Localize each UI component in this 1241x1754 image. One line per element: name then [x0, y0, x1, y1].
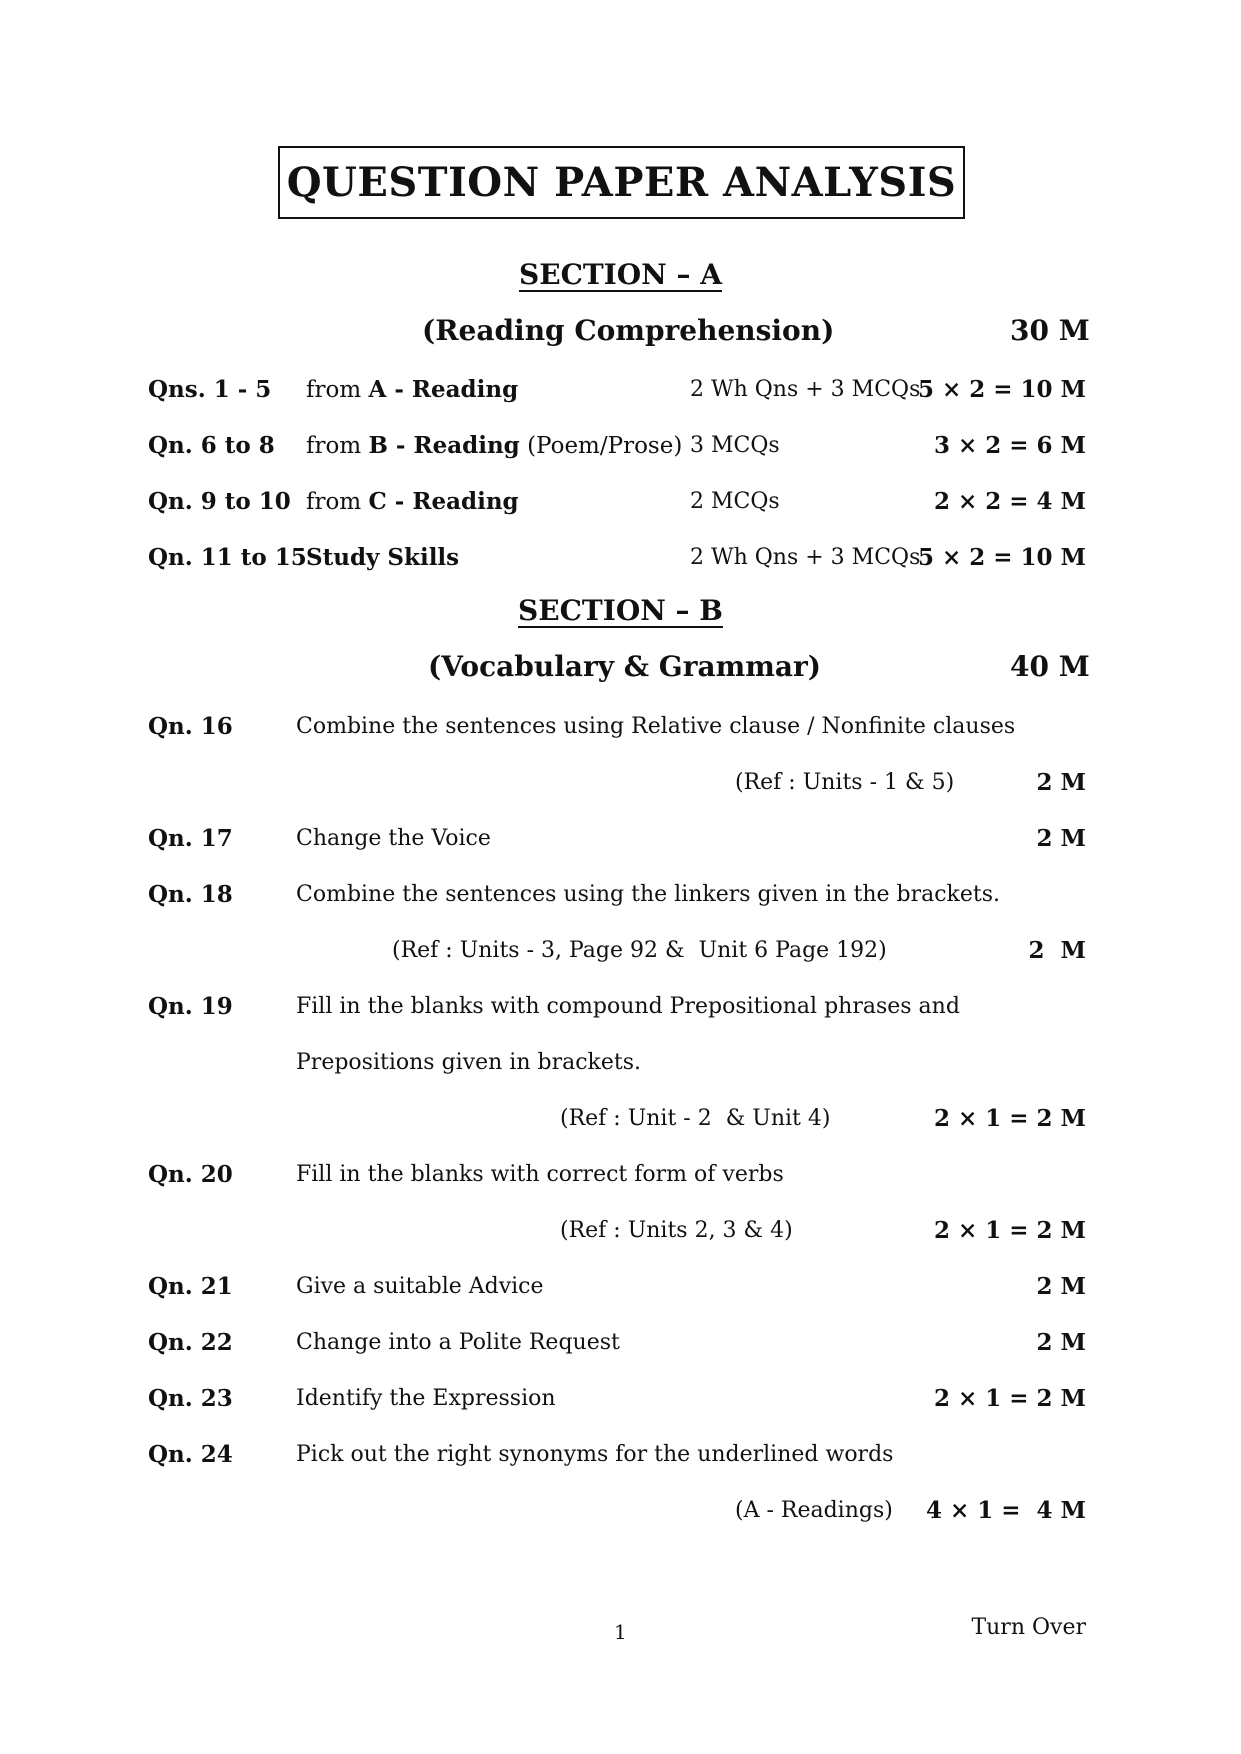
- row-type: 2 MCQs: [690, 489, 780, 514]
- question-ref: (Ref : Units - 3, Page 92 & Unit 6 Page 192): [392, 938, 887, 963]
- section-b-marks: 40 M: [1010, 650, 1090, 683]
- question-text: Change into a Polite Request: [296, 1330, 620, 1355]
- question-number: Qn. 19: [148, 993, 233, 1020]
- row-from: from C - Reading: [306, 488, 519, 515]
- section-b-subtitle: (Vocabulary & Grammar): [428, 650, 821, 683]
- question-text: Fill in the blanks with correct form of verbs: [296, 1162, 784, 1187]
- question-number: Qn. 20: [148, 1161, 233, 1188]
- row-source: Study Skills: [306, 544, 460, 571]
- question-marks: 2 M: [1036, 1329, 1086, 1356]
- question-marks: 2 M: [1036, 825, 1086, 852]
- question-marks: 2 M: [1028, 937, 1086, 964]
- section-a-heading: SECTION – A: [519, 258, 722, 291]
- question-marks: 2 × 1 = 2 M: [933, 1105, 1086, 1132]
- question-ref: (A - Readings): [735, 1498, 893, 1523]
- question-marks: 4 × 1 = 4 M: [925, 1497, 1086, 1524]
- row-qn: Qn. 9 to 10: [148, 488, 291, 515]
- row-from: from B - Reading (Poem/Prose): [306, 432, 683, 459]
- question-marks: 2 M: [1036, 1273, 1086, 1300]
- row-marks: 5 × 2 = 10 M: [917, 544, 1086, 571]
- section-b-heading: SECTION – B: [518, 594, 723, 627]
- row-type: 2 Wh Qns + 3 MCQs: [690, 377, 921, 402]
- section-a-marks: 30 M: [1010, 314, 1090, 347]
- question-number: Qn. 16: [148, 713, 233, 740]
- question-ref: (Ref : Unit - 2 & Unit 4): [560, 1106, 831, 1131]
- row-type: 2 Wh Qns + 3 MCQs: [690, 545, 921, 570]
- question-text-continued: Prepositions given in brackets.: [296, 1050, 642, 1075]
- question-number: Qn. 24: [148, 1441, 233, 1468]
- row-type: 3 MCQs: [690, 433, 780, 458]
- row-marks: 3 × 2 = 6 M: [933, 432, 1086, 459]
- question-number: Qn. 23: [148, 1385, 233, 1412]
- question-ref: (Ref : Units 2, 3 & 4): [560, 1218, 793, 1243]
- question-text: Give a suitable Advice: [296, 1274, 544, 1299]
- question-number: Qn. 17: [148, 825, 233, 852]
- question-text: Combine the sentences using the linkers given in the brackets.: [296, 882, 1001, 907]
- row-qn: Qn. 11 to 15: [148, 544, 307, 571]
- question-marks: 2 × 1 = 2 M: [933, 1217, 1086, 1244]
- question-number: Qn. 21: [148, 1273, 233, 1300]
- turn-over-note: Turn Over: [971, 1615, 1086, 1640]
- page-number: 1: [614, 1620, 627, 1644]
- question-text: Pick out the right synonyms for the underlined words: [296, 1442, 894, 1467]
- question-text: Identify the Expression: [296, 1386, 556, 1411]
- row-qn: Qn. 6 to 8: [148, 432, 275, 459]
- question-ref: (Ref : Units - 1 & 5): [735, 770, 955, 795]
- page-title: QUESTION PAPER ANALYSIS: [278, 146, 965, 219]
- row-marks: 2 × 2 = 4 M: [933, 488, 1086, 515]
- question-number: Qn. 22: [148, 1329, 233, 1356]
- question-marks: 2 × 1 = 2 M: [933, 1385, 1086, 1412]
- question-text: Change the Voice: [296, 826, 491, 851]
- row-marks: 5 × 2 = 10 M: [917, 376, 1086, 403]
- question-number: Qn. 18: [148, 881, 233, 908]
- question-text: Fill in the blanks with compound Prepositional phrases and: [296, 994, 960, 1019]
- question-text: Combine the sentences using Relative clause / Nonfinite clauses: [296, 714, 1016, 739]
- section-a-subtitle: (Reading Comprehension): [422, 314, 835, 347]
- row-from: from A - Reading: [306, 376, 519, 403]
- question-marks: 2 M: [1036, 769, 1086, 796]
- row-qn: Qns. 1 - 5: [148, 376, 272, 403]
